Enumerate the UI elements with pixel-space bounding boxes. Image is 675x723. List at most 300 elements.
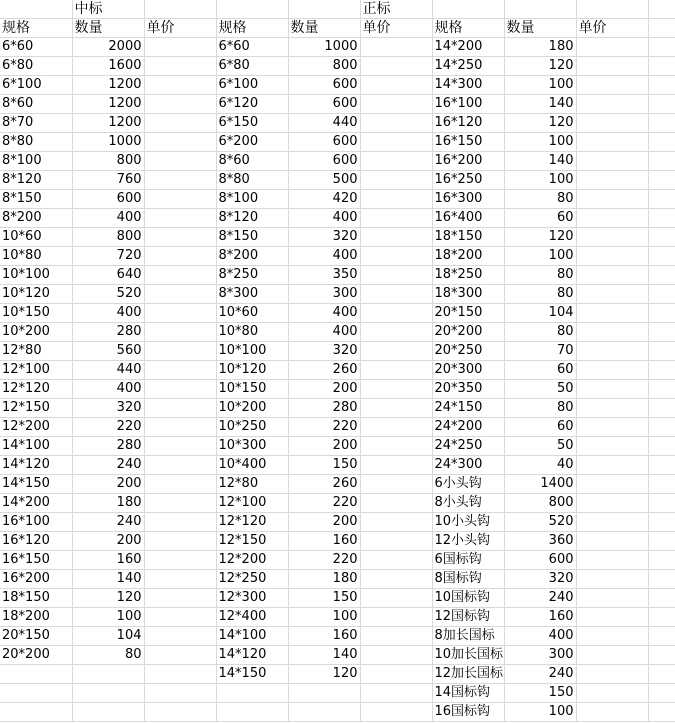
cell-price[interactable] bbox=[576, 608, 648, 627]
cell-qty[interactable]: 50 bbox=[504, 380, 576, 399]
cell-spec[interactable]: 8*300 bbox=[216, 285, 288, 304]
cell-qty[interactable]: 1000 bbox=[72, 133, 144, 152]
cell-qty[interactable]: 440 bbox=[288, 114, 360, 133]
cell-empty[interactable] bbox=[648, 361, 675, 380]
cell-qty[interactable]: 104 bbox=[504, 304, 576, 323]
cell-qty[interactable]: 数量 bbox=[504, 19, 576, 38]
cell-qty[interactable]: 100 bbox=[504, 76, 576, 95]
cell-empty[interactable] bbox=[648, 266, 675, 285]
cell-spec[interactable]: 12*100 bbox=[0, 361, 72, 380]
cell-qty[interactable]: 50 bbox=[504, 437, 576, 456]
cell-spec[interactable]: 10*300 bbox=[216, 437, 288, 456]
cell-price[interactable] bbox=[144, 0, 216, 19]
cell-empty[interactable] bbox=[648, 285, 675, 304]
cell-price[interactable] bbox=[360, 133, 432, 152]
cell-qty[interactable]: 80 bbox=[504, 399, 576, 418]
cell-price[interactable] bbox=[576, 190, 648, 209]
cell-qty[interactable]: 100 bbox=[504, 703, 576, 722]
cell-empty[interactable] bbox=[648, 513, 675, 532]
cell-spec[interactable]: 14国标钩 bbox=[432, 684, 504, 703]
cell-price[interactable] bbox=[360, 494, 432, 513]
cell-spec[interactable]: 8*70 bbox=[0, 114, 72, 133]
cell-spec[interactable]: 12*100 bbox=[216, 494, 288, 513]
cell-qty[interactable] bbox=[72, 665, 144, 684]
cell-price[interactable] bbox=[144, 266, 216, 285]
cell-price[interactable] bbox=[576, 437, 648, 456]
cell-spec[interactable]: 10*200 bbox=[216, 399, 288, 418]
cell-price[interactable] bbox=[360, 304, 432, 323]
cell-spec[interactable]: 18*150 bbox=[0, 589, 72, 608]
cell-qty[interactable]: 600 bbox=[288, 95, 360, 114]
cell-qty[interactable]: 中标 bbox=[72, 0, 144, 19]
cell-spec[interactable]: 10*200 bbox=[0, 323, 72, 342]
cell-spec[interactable]: 6*150 bbox=[216, 114, 288, 133]
cell-price[interactable] bbox=[360, 475, 432, 494]
cell-price[interactable] bbox=[576, 570, 648, 589]
cell-price[interactable] bbox=[360, 285, 432, 304]
cell-spec[interactable]: 6小头钩 bbox=[432, 475, 504, 494]
cell-price[interactable] bbox=[576, 323, 648, 342]
cell-price[interactable] bbox=[144, 589, 216, 608]
cell-spec[interactable]: 12加长国标 bbox=[432, 665, 504, 684]
cell-empty[interactable] bbox=[648, 57, 675, 76]
cell-price[interactable] bbox=[360, 380, 432, 399]
cell-price[interactable] bbox=[144, 437, 216, 456]
cell-empty[interactable] bbox=[648, 133, 675, 152]
cell-price[interactable] bbox=[360, 323, 432, 342]
cell-spec[interactable] bbox=[0, 665, 72, 684]
cell-price[interactable] bbox=[144, 209, 216, 228]
cell-spec[interactable]: 6*60 bbox=[0, 38, 72, 57]
cell-qty[interactable]: 350 bbox=[288, 266, 360, 285]
cell-qty[interactable]: 240 bbox=[72, 513, 144, 532]
cell-qty[interactable]: 80 bbox=[504, 266, 576, 285]
cell-qty[interactable]: 40 bbox=[504, 456, 576, 475]
cell-spec[interactable]: 6*60 bbox=[216, 38, 288, 57]
cell-spec[interactable]: 12*200 bbox=[216, 551, 288, 570]
cell-empty[interactable] bbox=[648, 114, 675, 133]
cell-price[interactable] bbox=[576, 684, 648, 703]
cell-empty[interactable] bbox=[648, 152, 675, 171]
cell-empty[interactable] bbox=[648, 19, 675, 38]
cell-qty[interactable]: 520 bbox=[72, 285, 144, 304]
cell-spec[interactable]: 8*150 bbox=[216, 228, 288, 247]
cell-spec[interactable]: 14*120 bbox=[216, 646, 288, 665]
cell-price[interactable] bbox=[576, 513, 648, 532]
cell-price[interactable] bbox=[144, 399, 216, 418]
cell-empty[interactable] bbox=[648, 551, 675, 570]
cell-spec[interactable]: 20*300 bbox=[432, 361, 504, 380]
cell-price[interactable] bbox=[360, 627, 432, 646]
cell-qty[interactable]: 320 bbox=[288, 228, 360, 247]
cell-qty[interactable]: 100 bbox=[504, 247, 576, 266]
cell-empty[interactable] bbox=[648, 532, 675, 551]
cell-price[interactable]: 单价 bbox=[576, 19, 648, 38]
cell-price[interactable] bbox=[144, 532, 216, 551]
cell-spec[interactable]: 16*300 bbox=[432, 190, 504, 209]
cell-spec[interactable]: 16*250 bbox=[432, 171, 504, 190]
cell-price[interactable] bbox=[144, 171, 216, 190]
cell-qty[interactable] bbox=[72, 684, 144, 703]
cell-price[interactable] bbox=[144, 570, 216, 589]
cell-price[interactable] bbox=[576, 551, 648, 570]
cell-empty[interactable] bbox=[648, 304, 675, 323]
cell-empty[interactable] bbox=[648, 570, 675, 589]
cell-qty[interactable] bbox=[504, 0, 576, 19]
cell-spec[interactable]: 20*350 bbox=[432, 380, 504, 399]
cell-qty[interactable]: 440 bbox=[72, 361, 144, 380]
cell-qty[interactable]: 140 bbox=[504, 152, 576, 171]
cell-price[interactable] bbox=[144, 608, 216, 627]
cell-qty[interactable]: 500 bbox=[288, 171, 360, 190]
cell-spec[interactable]: 18*200 bbox=[0, 608, 72, 627]
cell-qty[interactable]: 600 bbox=[288, 133, 360, 152]
cell-qty[interactable]: 520 bbox=[504, 513, 576, 532]
cell-price[interactable] bbox=[360, 190, 432, 209]
cell-qty[interactable] bbox=[288, 684, 360, 703]
cell-qty[interactable]: 400 bbox=[72, 209, 144, 228]
cell-price[interactable] bbox=[576, 532, 648, 551]
cell-spec[interactable]: 18*250 bbox=[432, 266, 504, 285]
cell-spec[interactable]: 6*200 bbox=[216, 133, 288, 152]
cell-spec[interactable]: 16*120 bbox=[0, 532, 72, 551]
cell-price[interactable] bbox=[144, 38, 216, 57]
cell-spec[interactable]: 12*400 bbox=[216, 608, 288, 627]
cell-price[interactable] bbox=[144, 627, 216, 646]
cell-spec[interactable] bbox=[432, 0, 504, 19]
cell-qty[interactable]: 140 bbox=[72, 570, 144, 589]
cell-qty[interactable]: 1000 bbox=[288, 38, 360, 57]
cell-price[interactable] bbox=[360, 703, 432, 722]
cell-price[interactable] bbox=[576, 342, 648, 361]
cell-spec[interactable]: 12国标钩 bbox=[432, 608, 504, 627]
cell-qty[interactable]: 70 bbox=[504, 342, 576, 361]
cell-qty[interactable]: 1600 bbox=[72, 57, 144, 76]
cell-spec[interactable]: 8*250 bbox=[216, 266, 288, 285]
cell-spec[interactable] bbox=[216, 684, 288, 703]
cell-qty[interactable]: 60 bbox=[504, 361, 576, 380]
cell-spec[interactable]: 6*100 bbox=[0, 76, 72, 95]
cell-spec[interactable]: 10*400 bbox=[216, 456, 288, 475]
cell-spec[interactable]: 12*80 bbox=[216, 475, 288, 494]
cell-price[interactable] bbox=[144, 361, 216, 380]
cell-spec[interactable]: 6*80 bbox=[0, 57, 72, 76]
cell-price[interactable] bbox=[576, 380, 648, 399]
cell-spec[interactable]: 14*120 bbox=[0, 456, 72, 475]
cell-price[interactable] bbox=[360, 665, 432, 684]
cell-price[interactable] bbox=[144, 551, 216, 570]
cell-spec[interactable]: 20*150 bbox=[0, 627, 72, 646]
cell-qty[interactable]: 60 bbox=[504, 209, 576, 228]
cell-price[interactable] bbox=[360, 513, 432, 532]
cell-price[interactable] bbox=[360, 247, 432, 266]
cell-spec[interactable]: 8国标钩 bbox=[432, 570, 504, 589]
cell-price[interactable] bbox=[576, 304, 648, 323]
cell-price[interactable] bbox=[576, 285, 648, 304]
cell-qty[interactable]: 420 bbox=[288, 190, 360, 209]
cell-price[interactable] bbox=[576, 228, 648, 247]
cell-qty[interactable]: 160 bbox=[504, 608, 576, 627]
cell-qty[interactable]: 1200 bbox=[72, 114, 144, 133]
cell-price[interactable] bbox=[144, 285, 216, 304]
cell-spec[interactable]: 8小头钩 bbox=[432, 494, 504, 513]
cell-spec[interactable] bbox=[0, 0, 72, 19]
cell-qty[interactable]: 数量 bbox=[72, 19, 144, 38]
cell-spec[interactable]: 24*250 bbox=[432, 437, 504, 456]
cell-spec[interactable]: 8*120 bbox=[0, 171, 72, 190]
cell-spec[interactable]: 10加长国标 bbox=[432, 646, 504, 665]
cell-qty[interactable] bbox=[72, 703, 144, 722]
cell-price[interactable] bbox=[360, 418, 432, 437]
cell-qty[interactable]: 200 bbox=[72, 532, 144, 551]
cell-spec[interactable]: 20*150 bbox=[432, 304, 504, 323]
cell-qty[interactable]: 800 bbox=[288, 57, 360, 76]
cell-spec[interactable] bbox=[0, 684, 72, 703]
cell-qty[interactable]: 220 bbox=[288, 551, 360, 570]
cell-price[interactable] bbox=[576, 133, 648, 152]
cell-price[interactable] bbox=[576, 0, 648, 19]
cell-qty[interactable]: 400 bbox=[504, 627, 576, 646]
cell-price[interactable] bbox=[360, 684, 432, 703]
cell-qty[interactable]: 200 bbox=[288, 380, 360, 399]
cell-price[interactable] bbox=[576, 76, 648, 95]
cell-spec[interactable]: 8*80 bbox=[216, 171, 288, 190]
cell-price[interactable] bbox=[360, 152, 432, 171]
cell-qty[interactable]: 80 bbox=[504, 323, 576, 342]
cell-empty[interactable] bbox=[648, 437, 675, 456]
cell-price[interactable] bbox=[360, 608, 432, 627]
cell-price[interactable] bbox=[144, 703, 216, 722]
cell-spec[interactable]: 16*150 bbox=[432, 133, 504, 152]
cell-spec[interactable]: 6*80 bbox=[216, 57, 288, 76]
cell-price[interactable] bbox=[144, 513, 216, 532]
cell-qty[interactable]: 180 bbox=[72, 494, 144, 513]
cell-price[interactable] bbox=[144, 304, 216, 323]
cell-qty[interactable]: 120 bbox=[504, 114, 576, 133]
cell-price[interactable] bbox=[144, 646, 216, 665]
cell-price[interactable] bbox=[576, 399, 648, 418]
cell-price[interactable] bbox=[144, 475, 216, 494]
cell-price[interactable]: 单价 bbox=[144, 19, 216, 38]
cell-qty[interactable]: 560 bbox=[72, 342, 144, 361]
cell-spec[interactable]: 8*150 bbox=[0, 190, 72, 209]
cell-price[interactable] bbox=[576, 475, 648, 494]
cell-spec[interactable]: 8*120 bbox=[216, 209, 288, 228]
cell-qty[interactable]: 280 bbox=[288, 399, 360, 418]
cell-qty[interactable]: 100 bbox=[288, 608, 360, 627]
cell-qty[interactable]: 120 bbox=[504, 228, 576, 247]
cell-price[interactable] bbox=[144, 684, 216, 703]
cell-spec[interactable]: 规格 bbox=[216, 19, 288, 38]
cell-spec[interactable]: 12*150 bbox=[216, 532, 288, 551]
cell-qty[interactable]: 220 bbox=[288, 494, 360, 513]
cell-empty[interactable] bbox=[648, 76, 675, 95]
cell-qty[interactable]: 280 bbox=[72, 323, 144, 342]
cell-price[interactable] bbox=[576, 95, 648, 114]
cell-price[interactable] bbox=[144, 190, 216, 209]
cell-qty[interactable]: 80 bbox=[504, 285, 576, 304]
cell-empty[interactable] bbox=[648, 0, 675, 19]
cell-spec[interactable]: 12*300 bbox=[216, 589, 288, 608]
cell-price[interactable] bbox=[144, 133, 216, 152]
cell-spec[interactable]: 10*60 bbox=[216, 304, 288, 323]
cell-qty[interactable]: 80 bbox=[72, 646, 144, 665]
cell-price[interactable] bbox=[576, 266, 648, 285]
cell-price[interactable] bbox=[360, 589, 432, 608]
cell-spec[interactable]: 18*150 bbox=[432, 228, 504, 247]
cell-spec[interactable]: 6*120 bbox=[216, 95, 288, 114]
cell-qty[interactable]: 80 bbox=[504, 190, 576, 209]
cell-qty[interactable]: 140 bbox=[288, 646, 360, 665]
cell-qty[interactable]: 720 bbox=[72, 247, 144, 266]
cell-empty[interactable] bbox=[648, 342, 675, 361]
cell-spec[interactable]: 16*150 bbox=[0, 551, 72, 570]
cell-price[interactable] bbox=[576, 589, 648, 608]
cell-qty[interactable]: 2000 bbox=[72, 38, 144, 57]
cell-qty[interactable]: 200 bbox=[288, 513, 360, 532]
cell-empty[interactable] bbox=[648, 38, 675, 57]
cell-price[interactable] bbox=[576, 418, 648, 437]
cell-qty[interactable]: 400 bbox=[72, 380, 144, 399]
cell-spec[interactable]: 10*250 bbox=[216, 418, 288, 437]
cell-qty[interactable]: 150 bbox=[504, 684, 576, 703]
cell-qty[interactable]: 100 bbox=[72, 608, 144, 627]
cell-spec[interactable]: 16*400 bbox=[432, 209, 504, 228]
cell-spec[interactable]: 12*120 bbox=[0, 380, 72, 399]
cell-price[interactable] bbox=[144, 418, 216, 437]
cell-qty[interactable]: 400 bbox=[288, 247, 360, 266]
cell-qty[interactable]: 160 bbox=[288, 532, 360, 551]
cell-price[interactable] bbox=[576, 38, 648, 57]
cell-price[interactable] bbox=[360, 361, 432, 380]
cell-empty[interactable] bbox=[648, 684, 675, 703]
cell-qty[interactable]: 220 bbox=[288, 418, 360, 437]
cell-spec[interactable]: 12小头钩 bbox=[432, 532, 504, 551]
cell-empty[interactable] bbox=[648, 190, 675, 209]
cell-spec[interactable]: 规格 bbox=[432, 19, 504, 38]
cell-qty[interactable]: 160 bbox=[72, 551, 144, 570]
cell-price[interactable] bbox=[144, 380, 216, 399]
cell-spec[interactable]: 16*100 bbox=[0, 513, 72, 532]
cell-empty[interactable] bbox=[648, 171, 675, 190]
cell-price[interactable] bbox=[360, 209, 432, 228]
cell-qty[interactable]: 1200 bbox=[72, 95, 144, 114]
cell-price[interactable] bbox=[576, 114, 648, 133]
cell-qty[interactable]: 240 bbox=[72, 456, 144, 475]
cell-empty[interactable] bbox=[648, 228, 675, 247]
cell-qty[interactable]: 140 bbox=[504, 95, 576, 114]
cell-spec[interactable]: 8*60 bbox=[216, 152, 288, 171]
cell-price[interactable] bbox=[360, 266, 432, 285]
cell-empty[interactable] bbox=[648, 494, 675, 513]
cell-spec[interactable]: 20*250 bbox=[432, 342, 504, 361]
cell-empty[interactable] bbox=[648, 475, 675, 494]
cell-qty[interactable] bbox=[288, 703, 360, 722]
cell-price[interactable] bbox=[144, 494, 216, 513]
cell-qty[interactable]: 200 bbox=[72, 475, 144, 494]
cell-qty[interactable]: 240 bbox=[504, 665, 576, 684]
cell-qty[interactable] bbox=[288, 0, 360, 19]
cell-price[interactable] bbox=[360, 95, 432, 114]
cell-qty[interactable]: 600 bbox=[288, 152, 360, 171]
cell-empty[interactable] bbox=[648, 627, 675, 646]
cell-spec[interactable]: 12*250 bbox=[216, 570, 288, 589]
cell-qty[interactable]: 600 bbox=[504, 551, 576, 570]
cell-qty[interactable]: 260 bbox=[288, 475, 360, 494]
cell-spec[interactable]: 12*80 bbox=[0, 342, 72, 361]
cell-spec[interactable]: 12*200 bbox=[0, 418, 72, 437]
cell-price[interactable] bbox=[360, 456, 432, 475]
cell-empty[interactable] bbox=[648, 380, 675, 399]
cell-empty[interactable] bbox=[648, 399, 675, 418]
cell-qty[interactable]: 120 bbox=[72, 589, 144, 608]
cell-qty[interactable]: 360 bbox=[504, 532, 576, 551]
cell-spec[interactable] bbox=[0, 703, 72, 722]
cell-spec[interactable]: 10*80 bbox=[216, 323, 288, 342]
cell-price[interactable] bbox=[360, 399, 432, 418]
cell-qty[interactable]: 150 bbox=[288, 589, 360, 608]
cell-spec[interactable]: 24*300 bbox=[432, 456, 504, 475]
cell-price[interactable] bbox=[144, 342, 216, 361]
cell-price[interactable] bbox=[360, 228, 432, 247]
cell-qty[interactable]: 260 bbox=[288, 361, 360, 380]
cell-price[interactable] bbox=[360, 342, 432, 361]
cell-price[interactable] bbox=[144, 95, 216, 114]
cell-price[interactable] bbox=[144, 665, 216, 684]
cell-qty[interactable]: 200 bbox=[288, 437, 360, 456]
cell-spec[interactable]: 10小头钩 bbox=[432, 513, 504, 532]
cell-spec[interactable] bbox=[216, 0, 288, 19]
cell-spec[interactable]: 10*100 bbox=[216, 342, 288, 361]
cell-price[interactable] bbox=[144, 228, 216, 247]
cell-price[interactable] bbox=[360, 38, 432, 57]
cell-price[interactable] bbox=[576, 361, 648, 380]
cell-spec[interactable]: 10*120 bbox=[216, 361, 288, 380]
cell-price[interactable] bbox=[144, 456, 216, 475]
cell-price[interactable] bbox=[360, 646, 432, 665]
cell-qty[interactable]: 600 bbox=[72, 190, 144, 209]
cell-qty[interactable]: 150 bbox=[288, 456, 360, 475]
cell-price[interactable] bbox=[576, 494, 648, 513]
cell-spec[interactable]: 6*100 bbox=[216, 76, 288, 95]
cell-spec[interactable]: 20*200 bbox=[432, 323, 504, 342]
cell-spec[interactable]: 8*60 bbox=[0, 95, 72, 114]
cell-qty[interactable]: 800 bbox=[72, 152, 144, 171]
cell-price[interactable] bbox=[360, 57, 432, 76]
cell-price[interactable] bbox=[576, 456, 648, 475]
cell-spec[interactable]: 12*150 bbox=[0, 399, 72, 418]
cell-spec[interactable]: 14*200 bbox=[432, 38, 504, 57]
cell-qty[interactable]: 1400 bbox=[504, 475, 576, 494]
cell-spec[interactable] bbox=[216, 703, 288, 722]
cell-qty[interactable]: 320 bbox=[288, 342, 360, 361]
cell-price[interactable] bbox=[576, 152, 648, 171]
cell-qty[interactable]: 300 bbox=[504, 646, 576, 665]
cell-qty[interactable]: 800 bbox=[504, 494, 576, 513]
cell-qty[interactable]: 240 bbox=[504, 589, 576, 608]
cell-empty[interactable] bbox=[648, 247, 675, 266]
cell-qty[interactable]: 60 bbox=[504, 418, 576, 437]
cell-qty[interactable]: 100 bbox=[504, 171, 576, 190]
cell-price[interactable] bbox=[576, 171, 648, 190]
cell-empty[interactable] bbox=[648, 209, 675, 228]
cell-qty[interactable]: 400 bbox=[288, 209, 360, 228]
cell-price[interactable] bbox=[144, 247, 216, 266]
cell-empty[interactable] bbox=[648, 646, 675, 665]
cell-price[interactable] bbox=[360, 532, 432, 551]
cell-price[interactable] bbox=[144, 323, 216, 342]
cell-spec[interactable]: 16*200 bbox=[432, 152, 504, 171]
